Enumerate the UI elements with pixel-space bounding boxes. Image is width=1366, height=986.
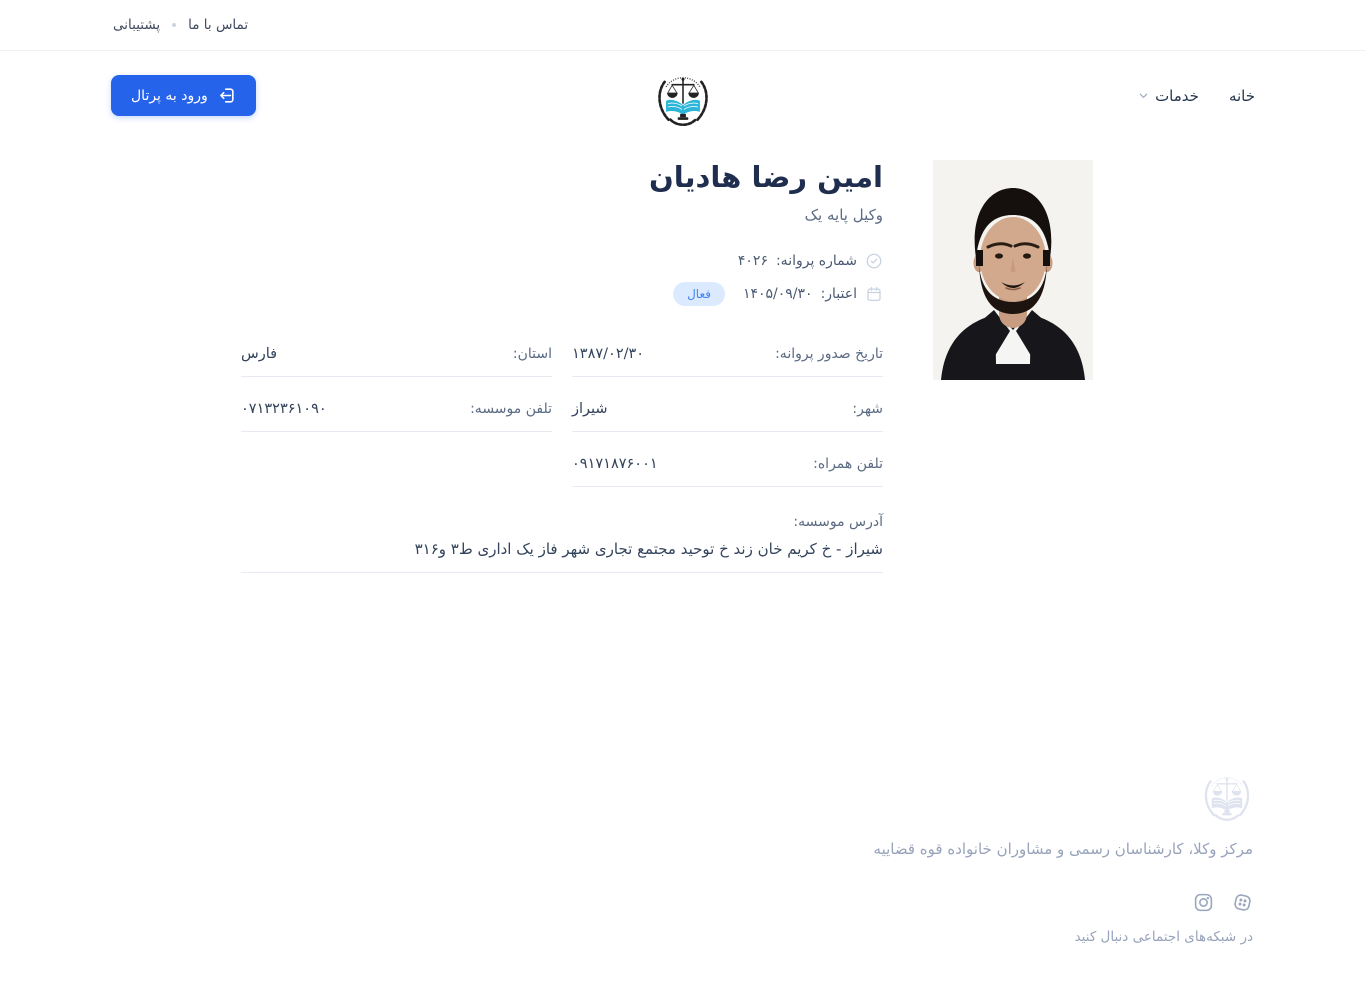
check-circle-icon — [865, 252, 883, 270]
lawyer-name: امین رضا هادیان — [648, 160, 883, 194]
nav-services-label: خدمات — [1155, 86, 1199, 105]
org-logo[interactable] — [654, 64, 712, 127]
field-city — [572, 401, 883, 432]
field-office-address — [241, 511, 883, 573]
lawyer-photo — [933, 160, 1093, 380]
portrait-illustration — [933, 160, 1093, 380]
field-value: ۰۷۱۳۲۳۶۱۰۹۰ — [241, 401, 327, 417]
license-number-label: شماره پروانه: — [775, 253, 857, 269]
lawyer-info — [241, 160, 883, 597]
license-number-value: ۴۰۲۶ — [737, 253, 768, 269]
field-value: ۰۹۱۷۱۸۷۶۰۰۱ — [572, 456, 658, 472]
org-logo-watermark — [1201, 765, 1253, 822]
field-mobile-phone — [572, 456, 883, 487]
field-label: شهر: — [852, 401, 883, 417]
field-label: استان: — [512, 346, 552, 362]
field-value: شیراز — [572, 401, 608, 417]
field-label: آدرس موسسه: — [793, 514, 883, 530]
follow-text: در شبکه‌های اجتماعی دنبال کنید — [1074, 929, 1253, 945]
portal-login-button[interactable] — [111, 75, 256, 116]
header — [0, 51, 1366, 140]
portal-login-label: ورود به پرتال — [131, 87, 208, 104]
field-issue-date — [572, 346, 883, 377]
detail-fields — [241, 346, 883, 597]
lawyer-profile — [0, 140, 1366, 597]
field-value: شیراز - خ کریم خان زند خ توحید مجتمع تجاری شهر فاز یک اداری ط۳ و۳۱۶ — [414, 540, 883, 558]
instagram-icon[interactable] — [1193, 892, 1214, 917]
field-value: ۱۳۸۷/۰۲/۳۰ — [572, 346, 645, 362]
topbar — [0, 0, 1366, 51]
contact-link[interactable]: تماس با ما — [188, 17, 249, 33]
field-label: تلفن موسسه: — [470, 401, 552, 417]
field-office-phone — [241, 401, 552, 432]
chevron-down-icon — [1138, 87, 1149, 105]
field-value: فارس — [241, 346, 278, 362]
validity-value: ۱۴۰۵/۰۹/۳۰ — [742, 286, 813, 302]
login-icon — [217, 86, 236, 105]
main-nav — [1138, 87, 1255, 105]
field-label: تاریخ صدور پروانه: — [775, 346, 883, 362]
footer — [0, 765, 1366, 945]
rubika-social-icon[interactable] — [1232, 892, 1253, 917]
social-links — [1193, 892, 1253, 917]
dot-separator — [172, 23, 176, 27]
field-label: تلفن همراه: — [813, 456, 883, 472]
nav-home-label: خانه — [1228, 86, 1255, 105]
license-number-row — [241, 252, 883, 270]
validity-label: اعتبار: — [820, 286, 857, 302]
support-link[interactable]: پشتیبانی — [113, 17, 161, 33]
status-badge: فعال — [673, 282, 725, 306]
license-validity-row — [241, 282, 883, 306]
nav-item-home[interactable] — [1229, 87, 1255, 105]
license-summary — [241, 252, 883, 306]
org-name: مرکز وکلا، کارشناسان رسمی و مشاوران خانواده قوه قضاییه — [873, 840, 1253, 858]
lawyer-title: وکیل پایه یک — [804, 206, 883, 224]
calendar-icon — [865, 285, 883, 303]
field-province — [241, 346, 552, 377]
nav-item-services[interactable] — [1138, 87, 1199, 105]
